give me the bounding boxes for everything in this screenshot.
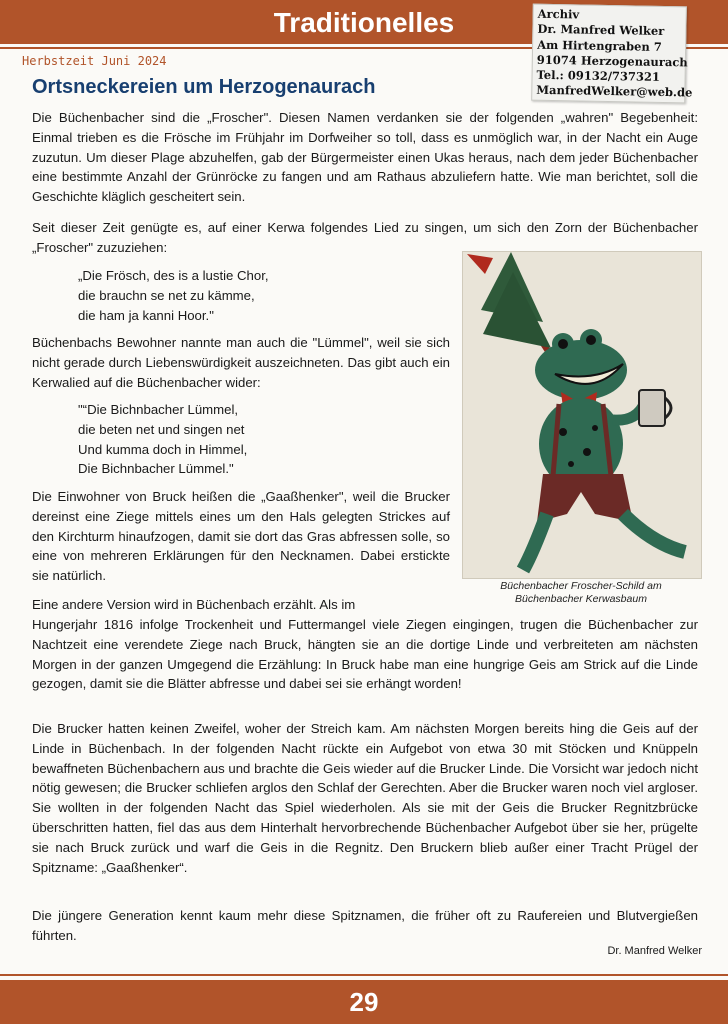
verse-line: die ham ja kanni Hoor." xyxy=(78,307,214,323)
caption-line: Büchenbacher Froscher-Schild am xyxy=(500,580,662,592)
froscher-sign-image xyxy=(462,251,702,579)
verse-luemmel xyxy=(78,400,247,479)
verse-line: „Die Frösch, des is a lustie Chor, xyxy=(78,268,269,283)
stamp-line: Tel.: 09132/737321 xyxy=(536,67,661,85)
footer-divider xyxy=(0,974,728,976)
stamp-line: Am Hirtengraben 7 xyxy=(537,37,662,54)
author-signature: Dr. Manfred Welker xyxy=(607,945,702,957)
verse-line: die beten net und singen net xyxy=(78,421,245,437)
paragraph-3: Büchenbachs Bewohner nannte man auch die "Lümmel", weil sie sich nicht gerade durch Liebenswürdigkeit auszeichneten. Das gibt auch ein Kerwalied auf die Büchenbacher wider: xyxy=(32,335,450,390)
page-number: 29 xyxy=(349,987,379,1017)
archive-stamp xyxy=(531,4,693,104)
verse-line: Die Bichnbacher Lümmel." xyxy=(78,461,234,477)
stamp-line: ManfredWelker@web.de xyxy=(536,83,693,100)
paragraph-1: Die Büchenbacher sind die „Froscher". Diesen Namen verdanken sie der folgenden „wahren" Begebenheit: Einmal trieben es die Frösche im Frühjahr im Dorfweiher so toll, dass es unmöglich war, in der Nacht ein Auge zuzutun. Um dieser Plage abzuhelfen, gab der Bürgermeister einen Ukas heraus, nach dem jeder Büchenbacher eine bestimmte Anzahl der Grünröcke zu fangen und am Rathaus abzuliefern hatte. Wie man berichtet, soll die Geschichte kläglich gescheitert sein. xyxy=(32,110,698,205)
issue-label: Herbstzeit Juni 2024 xyxy=(22,54,167,68)
paragraph-2: Seit dieser Zeit genügte es, auf einer Kerwa folgendes Lied zu singen, um sich den Zorn der Büchenbacher „Froscher" zuzuziehen: xyxy=(32,220,698,255)
verse-line: die brauchn se net zu kämme, xyxy=(78,287,255,303)
paragraph-7: Die jüngere Generation kennt kaum mehr diese Spitznamen, die früher oft zu Raufereien und Blutvergießen führten. xyxy=(32,908,698,943)
frog-icon xyxy=(463,252,701,578)
section-title: Traditionelles xyxy=(273,7,455,38)
paragraph-6: Die Brucker hatten keinen Zweifel, woher der Streich kam. Am nächsten Morgen bereits hing die Geis auf der Linde in Büchenbach. In der folgenden Nacht rückte ein Aufgebot von etwa 30 mit Stöcken und Knüppeln bewaffneten Büchenbachern aus und brachte die Geis wieder auf die Brucker Linde. Die Vorsicht war jedoch nicht nötig gewesen; die Brucker schliefen arglos den Schlaf der Gerechten. Aber die Brucker waren noch viel argloser. Sie wollten in der folgenden Nacht das Spiel wiederholen. Als sie mit der Geis die Brucker Regnitzbrücke überschritten hatten, fiel das aus dem Hinterhalt hervorbrechende Büchenbacher Aufgebot über sie her, prügelte sie nach Bruck zurück und warf die Geis in die Regnitz. Den Bruckern blieb außer einer Tracht Prügel der Spitzname: „Gaaßhenker“. xyxy=(32,721,698,875)
caption-line: Büchenbacher Kerwasbaum xyxy=(515,593,647,605)
stamp-line: 91074 Herzogenaurach xyxy=(536,52,688,70)
image-caption xyxy=(462,580,700,606)
paragraph-5: Hungerjahr 1816 infolge Trockenheit und Futtermangel viele Ziegen eingingen, trugen die Büchenbacher zur Nachtzeit eine verendete Ziege nach Bruck, hängten sie an die dortige Linde und verbreiteten am nächsten Morgen in der ganzen Umgegend die Erzählung: In Bruck habe man eine hungrige Geis am Strick auf die Linde gezogen, damit sie die Blätter abfresse und dabei sei sie erhängt worden! xyxy=(32,617,698,692)
paragraph-5-start: Eine andere Version wird in Büchenbach erzählt. Als im xyxy=(32,597,356,612)
verse-line: Und kumma doch in Himmel, xyxy=(78,441,248,457)
stamp-line: Archiv xyxy=(537,6,580,22)
stamp-line: Dr. Manfred Welker xyxy=(537,22,665,39)
article-title: Ortsneckereien um Herzogenaurach xyxy=(32,76,376,98)
verse-froscher xyxy=(78,266,269,325)
verse-line: "“Die Bichnbacher Lümmel, xyxy=(78,402,239,417)
paragraph-4: Die Einwohner von Bruck heißen die „Gaaßhenker", weil die Brucker dereinst eine Ziege mittels eines um den Hals gelegten Strickes auf den Kirchturm hinaufzogen, damit sie dort das Gras abfressen solle, so eine von mehreren Erklärungen für den Necknamen. Dabei erstickte sie natürlich. xyxy=(32,489,450,584)
